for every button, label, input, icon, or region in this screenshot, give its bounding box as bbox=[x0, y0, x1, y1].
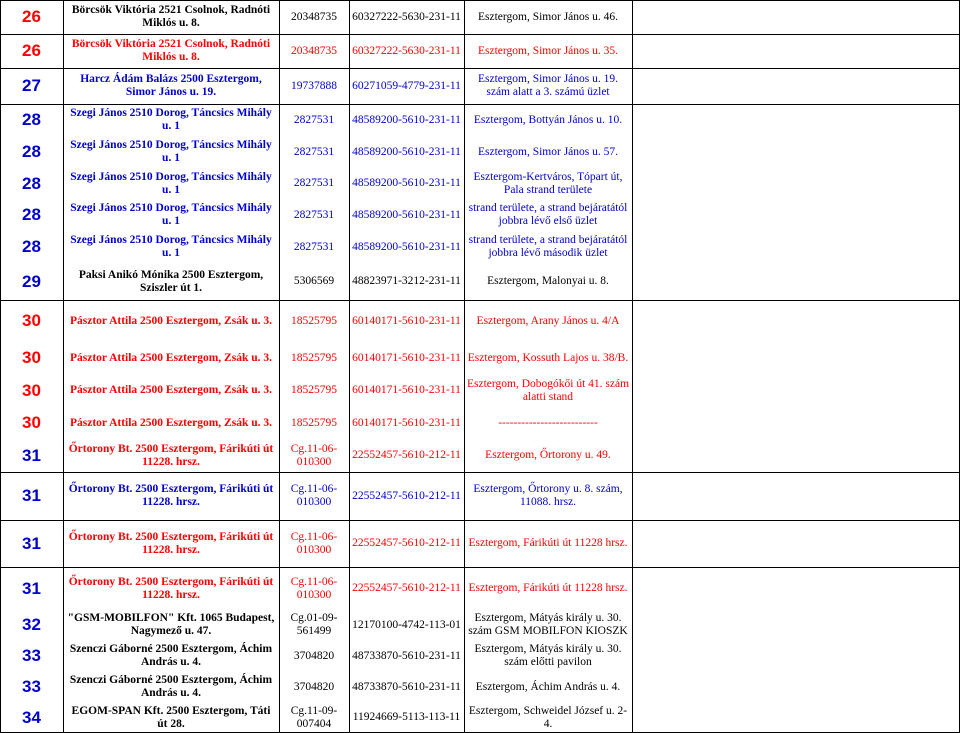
premises-address: Esztergom, Bottyán János u. 10. bbox=[473, 113, 623, 126]
premises-address: strand területe, a strand bejáratától jobbra lévő második üzlet bbox=[468, 234, 628, 259]
table-row bbox=[0, 199, 960, 231]
table-row bbox=[0, 104, 960, 136]
account-number: 60140171-5610-231-11 bbox=[352, 416, 461, 429]
grid-line-vertical bbox=[464, 0, 465, 733]
owner-name-address: Szegi János 2510 Dorog, Táncsics Mihály u. 1 bbox=[70, 202, 272, 227]
table-row bbox=[0, 472, 960, 520]
row-number: 26 bbox=[22, 41, 41, 60]
account-number: 22552457-5610-212-11 bbox=[352, 449, 461, 461]
row-number: 32 bbox=[22, 615, 41, 634]
table-row bbox=[0, 34, 960, 68]
row-number: 30 bbox=[22, 348, 41, 367]
row-number: 31 bbox=[22, 578, 41, 598]
premises-address: Esztergom, Arany János u. 4/A bbox=[476, 314, 620, 327]
tax-number: 2827531 bbox=[293, 113, 335, 126]
premises-address: Esztergom, Fárikúti út 11228 hrsz. bbox=[468, 537, 628, 549]
row-number: 30 bbox=[22, 380, 41, 400]
premises-address: Esztergom, Simor János u. 46. bbox=[477, 10, 619, 23]
grid-line-horizontal bbox=[0, 0, 960, 1]
account-number: 48823971-3212-231-11 bbox=[352, 275, 461, 287]
table-row bbox=[0, 520, 960, 567]
grid-line-horizontal bbox=[0, 520, 960, 521]
tax-number: 2827531 bbox=[293, 145, 335, 158]
row-number: 26 bbox=[22, 7, 41, 26]
table-row bbox=[0, 0, 960, 34]
tax-number: 2827531 bbox=[293, 240, 335, 253]
owner-name-address: Pásztor Attila 2500 Esztergom, Zsák u. 3. bbox=[70, 384, 272, 396]
owner-name-address: Szegi János 2510 Dorog, Táncsics Mihály u. 1 bbox=[70, 170, 272, 196]
grid-line-vertical bbox=[632, 0, 633, 733]
premises-address: Esztergom, Őrtorony u. 49. bbox=[485, 449, 611, 461]
owner-name-address: Pásztor Attila 2500 Esztergom, Zsák u. 3. bbox=[70, 416, 272, 429]
owner-name-address: Szegi János 2510 Dorog, Táncsics Mihály u. 1 bbox=[70, 234, 272, 259]
account-number: 60327222-5630-231-11 bbox=[352, 10, 461, 23]
owner-name-address: Szegi János 2510 Dorog, Táncsics Mihály u. 1 bbox=[70, 139, 272, 164]
grid-line-vertical bbox=[279, 0, 280, 733]
account-number: 60140171-5610-231-11 bbox=[352, 351, 461, 364]
grid-line-vertical bbox=[0, 0, 1, 733]
owner-name-address: Szenczi Gáborné 2500 Esztergom, Áchim András u. 4. bbox=[69, 674, 273, 699]
tax-number: 5306569 bbox=[293, 275, 335, 287]
table-row bbox=[0, 640, 960, 672]
tax-number: 2827531 bbox=[293, 177, 335, 189]
table-row bbox=[0, 702, 960, 733]
owner-name-address: Őrtorony Bt. 2500 Esztergom, Fárikúti út 11228. hrsz. bbox=[68, 483, 274, 508]
owner-name-address: Őrtorony Bt. 2500 Esztergom, Fárikúti út 11228. hrsz. bbox=[68, 530, 274, 556]
table-row bbox=[0, 68, 960, 104]
account-number: 60140171-5610-231-11 bbox=[352, 314, 461, 327]
owner-name-address: Paksi Anikó Mónika 2500 Esztergom, Sziszler út 1. bbox=[78, 268, 264, 294]
grid-line-horizontal bbox=[0, 104, 960, 105]
table-row bbox=[0, 300, 960, 342]
account-number: 48733870-5610-231-11 bbox=[352, 680, 461, 693]
table-row bbox=[0, 407, 960, 439]
table-row bbox=[0, 610, 960, 640]
account-number: 22552457-5610-212-11 bbox=[352, 582, 461, 594]
table-row bbox=[0, 342, 960, 374]
owner-name-address: Szegi János 2510 Dorog, Táncsics Mihály u. 1 bbox=[70, 107, 272, 132]
account-number: 48589200-5610-231-11 bbox=[352, 240, 461, 253]
account-number: 12170100-4742-113-01 bbox=[352, 618, 461, 631]
table-row bbox=[0, 567, 960, 610]
grid-line-vertical bbox=[349, 0, 350, 733]
tax-number: 3704820 bbox=[293, 680, 335, 693]
tax-number: Cg.01-09-561499 bbox=[290, 612, 338, 637]
owner-name-address: Pásztor Attila 2500 Esztergom, Zsák u. 3. bbox=[70, 351, 272, 364]
table-row bbox=[0, 168, 960, 199]
owner-name-address: "GSM-MOBILFON" Kft. 1065 Budapest, Nagymező u. 47. bbox=[67, 612, 275, 637]
row-number: 28 bbox=[22, 173, 41, 193]
row-number: 34 bbox=[22, 707, 41, 727]
tax-number: Cg.11-06-010300 bbox=[290, 530, 338, 556]
account-number: 48589200-5610-231-11 bbox=[352, 208, 461, 221]
account-number: 60327222-5630-231-11 bbox=[352, 44, 461, 57]
premises-address: Esztergom, Kossuth Lajos u. 38/B. bbox=[467, 351, 629, 364]
row-number: 33 bbox=[22, 677, 41, 696]
table-row bbox=[0, 136, 960, 168]
account-number: 22552457-5610-212-11 bbox=[352, 489, 461, 502]
premises-address: Esztergom-Kertváros, Tópart út, Pala strand területe bbox=[473, 170, 623, 196]
tax-number: 18525795 bbox=[291, 416, 337, 429]
owner-name-address: Börcsök Viktória 2521 Csolnok, Radnóti Miklós u. 8. bbox=[71, 38, 271, 63]
account-number: 48589200-5610-231-11 bbox=[352, 145, 461, 158]
row-number: 28 bbox=[22, 205, 41, 224]
tax-number: 18525795 bbox=[291, 384, 337, 396]
grid-line-horizontal bbox=[0, 34, 960, 35]
row-number: 28 bbox=[22, 142, 41, 161]
tax-number: 18525795 bbox=[291, 314, 337, 327]
premises-address: Esztergom, Mátyás király u. 30. szám előtti pavilon bbox=[474, 643, 622, 668]
account-number: 22552457-5610-212-11 bbox=[352, 537, 461, 549]
row-number: 29 bbox=[22, 271, 41, 291]
grid-line-horizontal bbox=[0, 567, 960, 568]
tax-number: Cg.11-06-010300 bbox=[290, 442, 338, 468]
tax-number: Cg.11-06-010300 bbox=[290, 483, 338, 508]
table-row bbox=[0, 231, 960, 263]
account-number: 60271059-4779-231-11 bbox=[352, 79, 461, 92]
premises-address: Esztergom, Malonyai u. 8. bbox=[487, 275, 609, 287]
grid-line-vertical bbox=[63, 0, 64, 733]
tax-number: 3704820 bbox=[293, 649, 335, 662]
grid-line-horizontal bbox=[0, 300, 960, 301]
premises-address: Esztergom, Dobogókői út 41. szám alatti stand bbox=[466, 377, 630, 403]
account-number: 48589200-5610-231-11 bbox=[352, 177, 461, 189]
table-row bbox=[0, 263, 960, 300]
owner-name-address: Pásztor Attila 2500 Esztergom, Zsák u. 3. bbox=[70, 314, 272, 327]
table-row bbox=[0, 439, 960, 472]
owner-name-address: Szenczi Gáborné 2500 Esztergom, Áchim András u. 4. bbox=[69, 643, 273, 668]
table-row bbox=[0, 374, 960, 407]
premises-address: strand területe, a strand bejáratától jobbra lévő első üzlet bbox=[468, 202, 628, 227]
premises-address: Esztergom, Áchim András u. 4. bbox=[475, 680, 621, 693]
account-number: 60140171-5610-231-11 bbox=[352, 384, 461, 396]
table-row bbox=[0, 672, 960, 702]
row-number: 31 bbox=[22, 533, 41, 553]
tax-number: 20348735 bbox=[291, 10, 337, 23]
row-number: 28 bbox=[22, 237, 41, 256]
premises-address: Esztergom, Simor János u. 35. bbox=[477, 44, 619, 57]
row-number: 30 bbox=[22, 413, 41, 432]
tax-number: 2827531 bbox=[293, 208, 335, 221]
row-number: 30 bbox=[22, 311, 41, 330]
row-number: 31 bbox=[22, 445, 41, 465]
premises-address: Esztergom, Simor János u. 19. szám alatt a 3. számú üzlet bbox=[477, 73, 619, 98]
premises-address: Esztergom, Simor János u. 57. bbox=[477, 145, 619, 158]
tax-number: 20348735 bbox=[291, 44, 337, 57]
account-number: 48733870-5610-231-11 bbox=[352, 649, 461, 662]
grid-line-horizontal bbox=[0, 472, 960, 473]
owner-name-address: Őrtorony Bt. 2500 Esztergom, Fárikúti út 11228. hrsz. bbox=[68, 442, 274, 468]
premises-address: Esztergom, Schweidel József u. 2-4. bbox=[468, 704, 628, 730]
premises-address: -------------------------- bbox=[498, 416, 598, 429]
premises-address: Esztergom, Mátyás király u. 30. szám GSM MOBILFON KIOSZK bbox=[468, 612, 628, 637]
account-number: 11924669-5113-113-11 bbox=[352, 711, 461, 723]
owner-name-address: Börcsök Viktória 2521 Csolnok, Radnóti Miklós u. 8. bbox=[71, 4, 271, 29]
tax-number: Cg.11-09-007404 bbox=[290, 704, 338, 730]
owner-name-address: EGOM-SPAN Kft. 2500 Esztergom, Táti út 28. bbox=[71, 704, 271, 730]
tax-number: 19737888 bbox=[291, 79, 337, 92]
row-number: 28 bbox=[22, 110, 41, 129]
tax-number: 18525795 bbox=[291, 351, 337, 364]
row-number: 31 bbox=[22, 486, 41, 505]
row-number: 33 bbox=[22, 646, 41, 665]
premises-address: Esztergom, Őrtorony u. 8. szám, 11088. hrsz. bbox=[473, 483, 623, 508]
owner-name-address: Őrtorony Bt. 2500 Esztergom, Fárikúti út 11228. hrsz. bbox=[68, 575, 274, 601]
premises-address: Esztergom, Fárikúti út 11228 hrsz. bbox=[468, 582, 628, 594]
account-number: 48589200-5610-231-11 bbox=[352, 113, 461, 126]
row-number: 27 bbox=[22, 76, 41, 95]
tax-number: Cg.11-06-010300 bbox=[290, 575, 338, 601]
owner-name-address: Harcz Ádám Balázs 2500 Esztergom, Simor János u. 19. bbox=[80, 73, 262, 98]
grid-line-horizontal bbox=[0, 68, 960, 69]
